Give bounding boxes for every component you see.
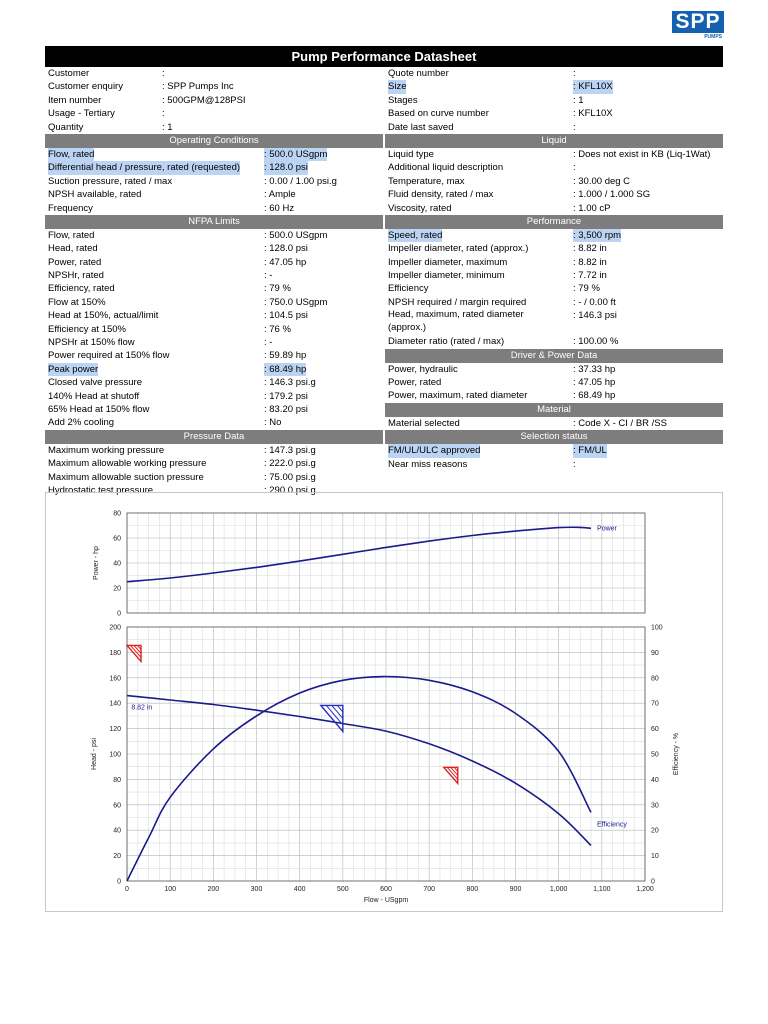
- info-row: [385, 148, 723, 161]
- row-label: Efficiency: [388, 283, 429, 295]
- row-label: Flow, rated: [48, 148, 95, 160]
- head-axis-tick-label: 160: [109, 675, 121, 683]
- head-axis-tick-label: 200: [109, 624, 121, 632]
- info-row: [385, 121, 723, 134]
- row-value: : 3,500 rpm: [573, 229, 622, 241]
- efficiency-axis-tick-label: 100: [651, 624, 663, 632]
- row-value: : 500.0 USgpm: [264, 148, 328, 160]
- row-label: Differential head / pressure, rated (requested): [48, 162, 241, 174]
- info-row: [385, 188, 723, 201]
- row-value: : 30.00 deg C: [573, 175, 631, 187]
- row-value: : 222.0 psi.g: [264, 458, 316, 470]
- power-axis-tick-label: 80: [113, 510, 121, 518]
- page-title: Pump Performance Datasheet: [45, 46, 723, 67]
- row-label: Head, rated: [48, 243, 98, 255]
- row-value: : 750.0 USgpm: [264, 296, 328, 308]
- marker-hatch: [337, 705, 343, 712]
- row-label: 140% Head at shutoff: [48, 390, 140, 402]
- row-value: : 7.72 in: [573, 270, 607, 282]
- row-value: : KFL10X: [573, 108, 613, 120]
- row-value: : 1.00 cP: [573, 202, 611, 214]
- info-row: [385, 458, 723, 471]
- efficiency-curve: [127, 677, 591, 882]
- info-row: [45, 363, 383, 376]
- section-header-selection-status: Selection status: [385, 430, 723, 444]
- marker-hatch: [332, 705, 343, 718]
- info-row: [385, 67, 723, 80]
- info-row: [45, 376, 383, 389]
- head-axis-tick-label: 80: [113, 776, 121, 784]
- row-label: Peak power: [48, 363, 99, 375]
- power-axis-tick-label: 0: [117, 610, 121, 618]
- row-label: Impeller diameter, maximum: [388, 256, 508, 268]
- info-row: [45, 296, 383, 309]
- head-series-label: 8.82 in: [131, 704, 153, 712]
- power-axis-tick-label: 60: [113, 535, 121, 543]
- logo-subtext: PUMPS: [704, 34, 722, 40]
- row-value: : 128.0 psi: [264, 243, 308, 255]
- row-value: : 290.0 psi.g: [264, 484, 316, 496]
- power-curve: [127, 527, 591, 582]
- flow-axis-tick-label: 900: [509, 886, 522, 893]
- info-row: [385, 229, 723, 242]
- row-label: Add 2% cooling: [48, 417, 115, 429]
- flow-axis-tick-label: 1,100: [593, 886, 611, 893]
- info-row: [45, 309, 383, 322]
- efficiency-axis-tick-label: 90: [651, 649, 659, 657]
- row-label: Temperature, max: [388, 175, 465, 187]
- info-row: [45, 416, 383, 429]
- row-label: Speed, rated: [388, 229, 443, 241]
- head-axis-tick-label: 100: [109, 751, 121, 759]
- info-row: [45, 349, 383, 362]
- info-row: [385, 363, 723, 376]
- info-row: [45, 390, 383, 403]
- info-row: [45, 336, 383, 349]
- row-label: Quantity: [48, 121, 84, 133]
- row-label: Efficiency at 150%: [48, 323, 126, 335]
- right-column: [385, 67, 723, 471]
- pump-curve-svg: [46, 493, 724, 913]
- efficiency-axis-tick-label: 60: [651, 726, 659, 734]
- head-axis-tick-label: 120: [109, 726, 121, 734]
- head-axis-title: Head - psi: [91, 738, 98, 770]
- flow-axis-tick-label: 1,000: [549, 886, 568, 893]
- section-header-driver-power: Driver & Power Data: [385, 349, 723, 363]
- info-row: [45, 202, 383, 215]
- info-row: [45, 269, 383, 282]
- section-header-nfpa-limits: NFPA Limits: [45, 215, 383, 229]
- head-axis-tick-label: 180: [109, 649, 121, 657]
- info-row: [385, 376, 723, 389]
- info-row: [385, 389, 723, 402]
- info-row: [45, 323, 383, 336]
- row-value: : SPP Pumps Inc: [162, 81, 234, 93]
- row-label: NPSH available, rated: [48, 189, 142, 201]
- info-row: [45, 457, 383, 470]
- row-value: : 47.05 hp: [264, 256, 307, 268]
- info-row: [45, 229, 383, 242]
- section-header-pressure-data: Pressure Data: [45, 430, 383, 444]
- efficiency-axis-tick-label: 50: [651, 751, 659, 759]
- row-label: Size: [388, 81, 407, 93]
- row-value: :: [162, 108, 165, 120]
- row-label: Efficiency, rated: [48, 283, 115, 295]
- row-value: : 59.89 hp: [264, 350, 307, 362]
- row-value: : 47.05 hp: [573, 377, 616, 389]
- row-label: Maximum working pressure: [48, 444, 165, 456]
- row-value: :: [573, 121, 576, 133]
- info-row: [385, 94, 723, 107]
- marker-hatch: [451, 767, 458, 775]
- info-row: [385, 282, 723, 295]
- efficiency-axis-tick-label: 20: [651, 827, 659, 835]
- row-value: : 68.49 hp: [573, 390, 616, 402]
- row-value: : -: [264, 270, 273, 282]
- row-value: : 100.00 %: [573, 336, 619, 348]
- row-label: Flow at 150%: [48, 296, 106, 308]
- row-label: NPSHr at 150% flow: [48, 337, 135, 349]
- row-label: Power required at 150% flow: [48, 350, 170, 362]
- info-row: [385, 296, 723, 309]
- efficiency-axis-tick-label: 10: [651, 853, 659, 861]
- row-value: :: [573, 162, 576, 174]
- row-label: Date last saved: [388, 121, 454, 133]
- row-value: : 500.0 USgpm: [264, 229, 328, 241]
- row-label: Head at 150%, actual/limit: [48, 310, 159, 322]
- row-value: : 79 %: [264, 283, 291, 295]
- power-series-label: Power: [597, 525, 617, 533]
- row-label: Near miss reasons: [388, 458, 468, 470]
- row-value: : Does not exist in KB (Liq-1Wat): [573, 148, 711, 160]
- row-label: Diameter ratio (rated / max): [388, 336, 505, 348]
- head-axis-tick-label: 20: [113, 853, 121, 861]
- row-value: : 8.82 in: [573, 256, 607, 268]
- row-label: Power, maximum, rated diameter: [388, 390, 528, 402]
- row-value: : 83.20 psi: [264, 403, 308, 415]
- row-value: : 104.5 psi: [264, 310, 308, 322]
- flow-axis-tick-label: 200: [207, 886, 220, 893]
- flow-axis-tick-label: 1,200: [636, 886, 654, 893]
- spp-logo: [672, 11, 724, 41]
- info-row: [385, 202, 723, 215]
- row-label: Maximum allowable working pressure: [48, 458, 207, 470]
- head-axis-tick-label: 140: [109, 700, 121, 708]
- row-value: : 79 %: [573, 283, 600, 295]
- row-value: : Ample: [264, 189, 296, 201]
- row-label: Hydrostatic test pressure: [48, 484, 154, 496]
- info-row: [385, 335, 723, 348]
- info-row: [385, 175, 723, 188]
- row-label: Head, maximum, rated diameter (approx.): [388, 309, 524, 333]
- section-header-operating-conditions: Operating Conditions: [45, 134, 383, 148]
- row-value: : 146.3 psi.g: [264, 377, 316, 389]
- duty-point-marker: [127, 645, 141, 661]
- row-value: : KFL10X: [573, 81, 613, 93]
- section-header-liquid: Liquid: [385, 134, 723, 148]
- row-value: : 147.3 psi.g: [264, 444, 316, 456]
- info-row: [385, 161, 723, 174]
- pump-curve-chart: [45, 492, 723, 912]
- row-label: 65% Head at 150% flow: [48, 403, 150, 415]
- info-row: [385, 444, 723, 457]
- info-row: [45, 80, 383, 93]
- flow-axis-tick-label: 400: [293, 886, 306, 893]
- flow-axis-title: Flow - USgpm: [363, 897, 409, 904]
- row-value: :: [162, 68, 165, 79]
- row-label: FM/UL/ULC approved: [388, 445, 481, 457]
- row-label: Impeller diameter, rated (approx.): [388, 243, 529, 255]
- row-label: Power, hydraulic: [388, 363, 458, 375]
- row-value: : 75.00 psi.g: [264, 471, 316, 483]
- row-value: : 68.49 hp: [264, 363, 307, 375]
- info-row: [385, 417, 723, 430]
- info-row: [45, 161, 383, 174]
- row-value: : 8.82 in: [573, 243, 607, 255]
- row-label: Quote number: [388, 68, 449, 79]
- row-label: Suction pressure, rated / max: [48, 175, 173, 187]
- efficiency-axis-tick-label: 0: [651, 878, 655, 886]
- power-axis-title: Power - hp: [93, 546, 100, 580]
- row-label: Impeller diameter, minimum: [388, 270, 505, 282]
- row-label: NPSHr, rated: [48, 270, 104, 282]
- row-label: Flow, rated: [48, 229, 95, 241]
- row-value: : -: [264, 337, 273, 349]
- row-label: Frequency: [48, 202, 93, 214]
- info-row: [385, 269, 723, 282]
- row-value: : 1.000 / 1.000 SG: [573, 189, 651, 201]
- flow-axis-tick-label: 300: [250, 886, 263, 893]
- row-value: : 179.2 psi: [264, 390, 308, 402]
- info-row: [385, 80, 723, 93]
- row-value: : 1: [573, 94, 584, 106]
- row-label: Customer: [48, 68, 90, 79]
- info-row: [385, 242, 723, 255]
- flow-axis-tick-label: 100: [164, 886, 177, 893]
- left-column: [45, 67, 383, 497]
- info-row: [45, 256, 383, 269]
- row-label: Material selected: [388, 417, 460, 429]
- info-row: [45, 148, 383, 161]
- row-value: : No: [264, 417, 282, 429]
- row-label: NPSH required / margin required: [388, 296, 527, 308]
- row-label: Power, rated: [388, 377, 442, 389]
- info-row: [45, 107, 383, 120]
- info-row: [45, 121, 383, 134]
- info-row: [45, 188, 383, 201]
- info-row: [385, 256, 723, 269]
- flow-axis-tick-label: 0: [125, 886, 129, 893]
- efficiency-axis-tick-label: 30: [651, 802, 659, 810]
- row-value: : 146.3 psi: [573, 310, 617, 322]
- row-value: : 37.33 hp: [573, 363, 616, 375]
- info-row: [45, 471, 383, 484]
- row-label: Usage - Tertiary: [48, 108, 115, 120]
- row-value: : 76 %: [264, 323, 291, 335]
- row-label: Viscosity, rated: [388, 202, 452, 214]
- power-axis-tick-label: 40: [113, 560, 121, 568]
- info-row: [45, 175, 383, 188]
- head-axis-tick-label: 60: [113, 802, 121, 810]
- efficiency-axis-title: Efficiency - %: [673, 732, 680, 776]
- flow-axis-tick-label: 800: [466, 886, 479, 893]
- row-value: : 60 Hz: [264, 202, 295, 214]
- row-label: Stages: [388, 94, 418, 106]
- info-row: [45, 282, 383, 295]
- head-axis-tick-label: 40: [113, 827, 121, 835]
- power-axis-tick-label: 20: [113, 585, 121, 593]
- row-label: Maximum allowable suction pressure: [48, 471, 204, 483]
- section-header-performance: Performance: [385, 215, 723, 229]
- row-label: Power, rated: [48, 256, 102, 268]
- info-row: [45, 403, 383, 416]
- head-axis-tick-label: 0: [117, 878, 121, 886]
- flow-axis-tick-label: 700: [423, 886, 436, 893]
- efficiency-axis-tick-label: 80: [651, 675, 659, 683]
- info-row: [45, 242, 383, 255]
- row-label: Additional liquid description: [388, 162, 504, 174]
- info-row: [45, 67, 383, 80]
- info-row: [385, 107, 723, 120]
- info-row: [45, 444, 383, 457]
- efficiency-axis-tick-label: 40: [651, 776, 659, 784]
- row-label: Based on curve number: [388, 108, 489, 120]
- row-value: :: [573, 458, 576, 470]
- row-value: : 1: [162, 121, 173, 133]
- efficiency-axis-tick-label: 70: [651, 700, 659, 708]
- row-value: : 128.0 psi: [264, 162, 308, 174]
- row-value: : FM/UL: [573, 445, 607, 457]
- row-label: Fluid density, rated / max: [388, 189, 494, 201]
- info-row: [385, 309, 723, 335]
- row-value: :: [573, 68, 576, 79]
- row-label: Item number: [48, 94, 102, 106]
- section-header-material: Material: [385, 403, 723, 417]
- flow-axis-tick-label: 500: [336, 886, 349, 893]
- row-label: Closed valve pressure: [48, 377, 142, 389]
- row-label: Customer enquiry: [48, 81, 123, 93]
- row-label: Liquid type: [388, 148, 434, 160]
- efficiency-series-label: Efficiency: [597, 821, 627, 829]
- info-row: [45, 94, 383, 107]
- row-value: : 0.00 / 1.00 psi.g: [264, 175, 337, 187]
- row-value: : - / 0.00 ft: [573, 296, 616, 308]
- row-value: : 500GPM@128PSI: [162, 94, 246, 106]
- row-value: : Code X - CI / BR /SS: [573, 417, 667, 429]
- logo-wordmark: SPP: [672, 11, 724, 33]
- flow-axis-tick-label: 600: [380, 886, 392, 893]
